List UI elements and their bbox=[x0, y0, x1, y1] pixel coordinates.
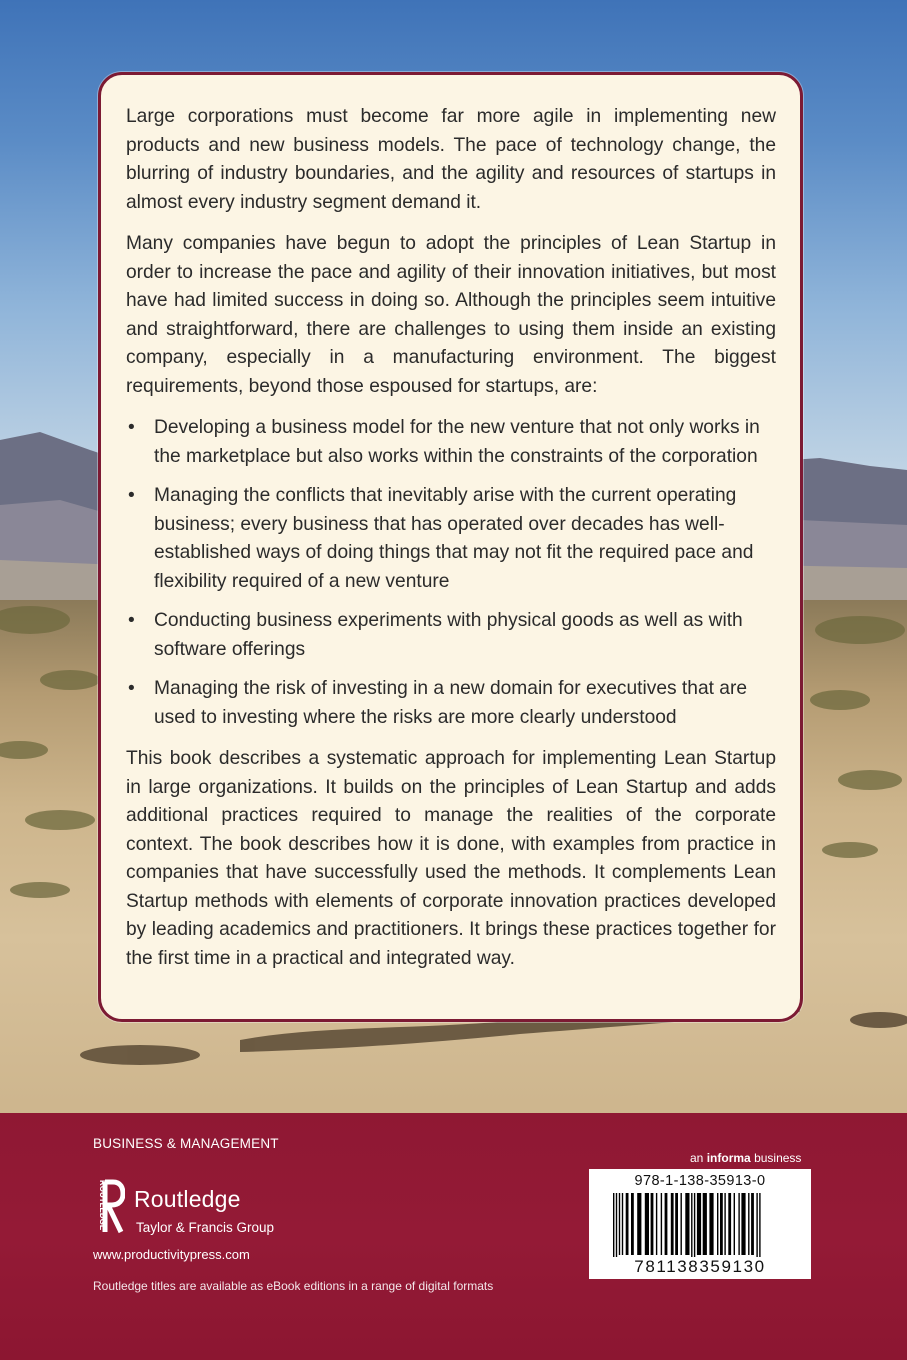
barcode-bar bbox=[728, 1193, 731, 1255]
barcode-bar bbox=[709, 1193, 713, 1255]
barcode-bar bbox=[671, 1193, 674, 1255]
barcode-bar bbox=[661, 1193, 662, 1255]
list-item-text: Developing a business model for the new venture that not only works in the marketplace but also works within the constraints of the corporation bbox=[154, 417, 760, 467]
barcode-bar bbox=[734, 1193, 735, 1255]
barcode-bar bbox=[631, 1193, 634, 1255]
barcode-bar bbox=[697, 1193, 701, 1255]
list-item-text: Managing the conflicts that inevitably arise with the current operating business; every business that has operated over decades has well-established ways of doing things that may not fit the required pace and flexibility required of a new venture bbox=[154, 485, 754, 592]
requirements-list bbox=[126, 414, 776, 732]
barcode-bar bbox=[738, 1193, 739, 1255]
bullet-icon: • bbox=[128, 610, 135, 631]
routledge-logo-icon bbox=[91, 1178, 125, 1236]
informa-tagline bbox=[690, 1151, 801, 1165]
list-item-text: Conducting business experiments with physical goods as well as with software offerings bbox=[154, 610, 743, 660]
informa-brand: informa bbox=[706, 1151, 751, 1165]
barcode-bar bbox=[717, 1193, 718, 1255]
informa-prefix: an bbox=[690, 1151, 704, 1165]
isbn-barcode bbox=[589, 1169, 811, 1279]
list-item bbox=[126, 414, 776, 471]
barcode-bar bbox=[691, 1193, 692, 1267]
publisher-website: www.productivitypress.com bbox=[93, 1247, 250, 1262]
barcode-bar bbox=[651, 1193, 654, 1255]
barcode-digits: 781138359130 bbox=[591, 1257, 809, 1277]
barcode-bar bbox=[756, 1193, 757, 1267]
barcode-bar bbox=[759, 1193, 760, 1267]
barcode-bar bbox=[748, 1193, 749, 1255]
bullet-icon: • bbox=[128, 678, 135, 699]
description-paragraph-1: Large corporations must become far more agile in implementing new products and new business models. The pace of technology change, the blurring of industry boundaries, and the agility and resources of startups in almost every industry segment demand it. bbox=[126, 106, 776, 213]
category-label: BUSINESS & MANAGEMENT bbox=[93, 1136, 279, 1151]
list-item bbox=[126, 675, 776, 732]
description-panel bbox=[98, 72, 803, 1022]
barcode-bar bbox=[616, 1193, 617, 1267]
barcode-bar bbox=[741, 1193, 745, 1255]
barcode-bar bbox=[656, 1193, 657, 1255]
barcode-bar bbox=[645, 1193, 649, 1255]
barcode-bar bbox=[665, 1193, 668, 1255]
barcode-bar bbox=[675, 1193, 678, 1255]
publisher-group: Taylor & Francis Group bbox=[136, 1220, 275, 1235]
barcode-bar bbox=[724, 1193, 725, 1255]
barcode-bars bbox=[611, 1193, 803, 1267]
list-item bbox=[126, 482, 776, 596]
barcode-bar bbox=[622, 1193, 623, 1255]
description-paragraph-2: Many companies have begun to adopt the principles of Lean Startup in order to increase the pace and agility of their innovation initiatives, but most have had limited success in doing so. Although the principles seem intuitive and straightforward, there are challenges to using them inside an existing company, especially in a manufacturing environment. The biggest requirements, beyond those espoused for startups, are: bbox=[126, 233, 776, 397]
barcode-bar bbox=[613, 1193, 614, 1267]
barcode-bar bbox=[703, 1193, 707, 1255]
barcode-bar bbox=[619, 1193, 620, 1255]
bullet-icon: • bbox=[128, 485, 135, 506]
informa-suffix: business bbox=[754, 1151, 802, 1165]
bullet-icon: • bbox=[128, 417, 135, 438]
barcode-bar bbox=[681, 1193, 682, 1255]
logo-vertical-text: ROUTLEDGE bbox=[98, 1180, 107, 1231]
barcode-bar bbox=[626, 1193, 629, 1255]
description-paragraph-3: This book describes a systematic approach for implementing Lean Startup in large organizations. It builds on the principles of Lean Startup and adds additional practices required to manage the realities of the corporate context. The book describes how it is done, with examples from practice in companies that have successfully used the methods. It complements Lean Startup methods with elements of corporate innovation practices developed by leading academics and practitioners. It brings these practices together for the first time in a practical and integrated way. bbox=[126, 748, 776, 969]
footer-band bbox=[0, 1113, 907, 1360]
isbn-number: 978-1-138-35913-0 bbox=[634, 1173, 766, 1189]
list-item-text: Managing the risk of investing in a new domain for executives that are used to investing where the risks are more clearly understood bbox=[154, 678, 748, 728]
barcode-bar bbox=[637, 1193, 641, 1255]
barcode-bar bbox=[720, 1193, 723, 1255]
barcode-bar bbox=[685, 1193, 689, 1255]
ebook-note: Routledge titles are available as eBook editions in a range of digital formats bbox=[93, 1279, 494, 1293]
publisher-name: Routledge bbox=[134, 1186, 241, 1212]
list-item bbox=[126, 607, 776, 664]
barcode-bar bbox=[751, 1193, 754, 1255]
barcode-bar bbox=[694, 1193, 695, 1267]
